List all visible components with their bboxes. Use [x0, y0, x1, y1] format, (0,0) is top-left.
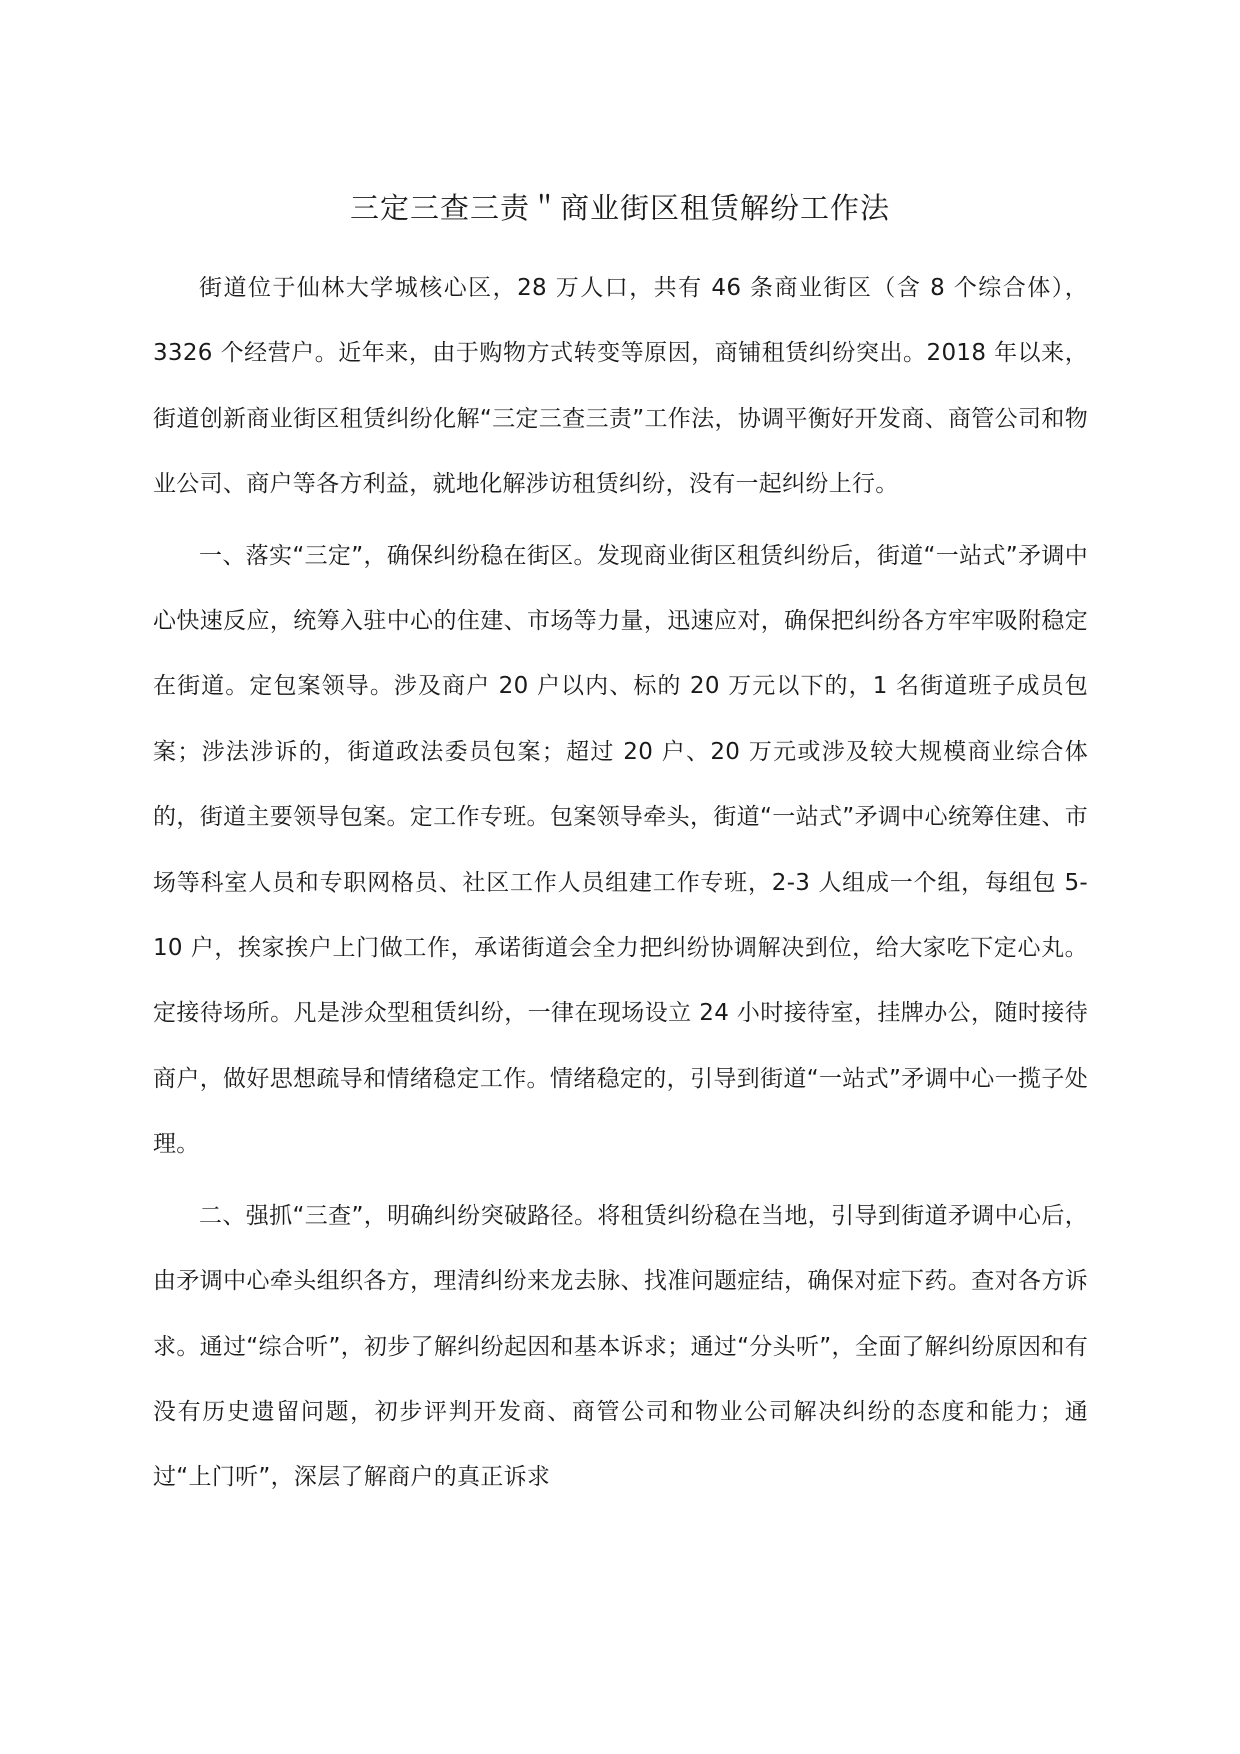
paragraph-section-one: 一、落实“三定”，确保纠纷稳在街区。发现商业街区租赁纠纷后，街道“一站式”矛调中心快速反应，统筹入驻中心的住建、市场等力量，迅速应对，确保把纠纷各方牢牢吸附稳定在街道。定包案领导。涉及商户 20 户以内、标的 20 万元以下的，1 名街道班子成员包案；涉法涉诉的，街道政法委员包案；超过 20 户、20 万元或涉及较大规模商业综合体的，街道主要领导包案。定工作专班。包案领导牵头，街道“一站式”矛调中心统筹住建、市场等科室人员和专职网格员、社区工作人员组建工作专班，2-3 人组成一个组，每组包 5-10 户，挨家挨户上门做工作，承诺街道会全力把纠纷协调解决到位，给大家吃下定心丸。定接待场所。凡是涉众型租赁纠纷，一律在现场设立 24 小时接待室，挂牌办公，随时接待商户，做好思想疏导和情绪稳定工作。情绪稳定的，引导到街道“一站式”矛调中心一揽子处理。: [153, 542, 1088, 1158]
document-title: 三定三查三责＂商业街区租赁解纷工作法: [349, 191, 890, 225]
document-body: [153, 256, 1088, 1517]
paragraph-intro: 街道位于仙林大学城核心区，28 万人口，共有 46 条商业街区（含 8 个综合体），3326 个经营户。近年来，由于购物方式转变等原因，商铺租赁纠纷突出。2018 年以来，街道创新商业街区租赁纠纷化解“三定三查三责”工作法，协调平衡好开发商、商管公司和物业公司、商户等各方利益，就地化解涉访租赁纠纷，没有一起纠纷上行。: [153, 275, 1088, 498]
paragraph-section-two: 二、强抓“三查”，明确纠纷突破路径。将租赁纠纷稳在当地，引导到街道矛调中心后，由矛调中心牵头组织各方，理清纠纷来龙去脉、找准问题症结，确保对症下药。查对各方诉求。通过“综合听”，初步了解纠纷起因和基本诉求；通过“分头听”，全面了解纠纷原因和有没有历史遗留问题，初步评判开发商、商管公司和物业公司解决纠纷的态度和能力；通过“上门听”，深层了解商户的真正诉求: [153, 1202, 1088, 1491]
